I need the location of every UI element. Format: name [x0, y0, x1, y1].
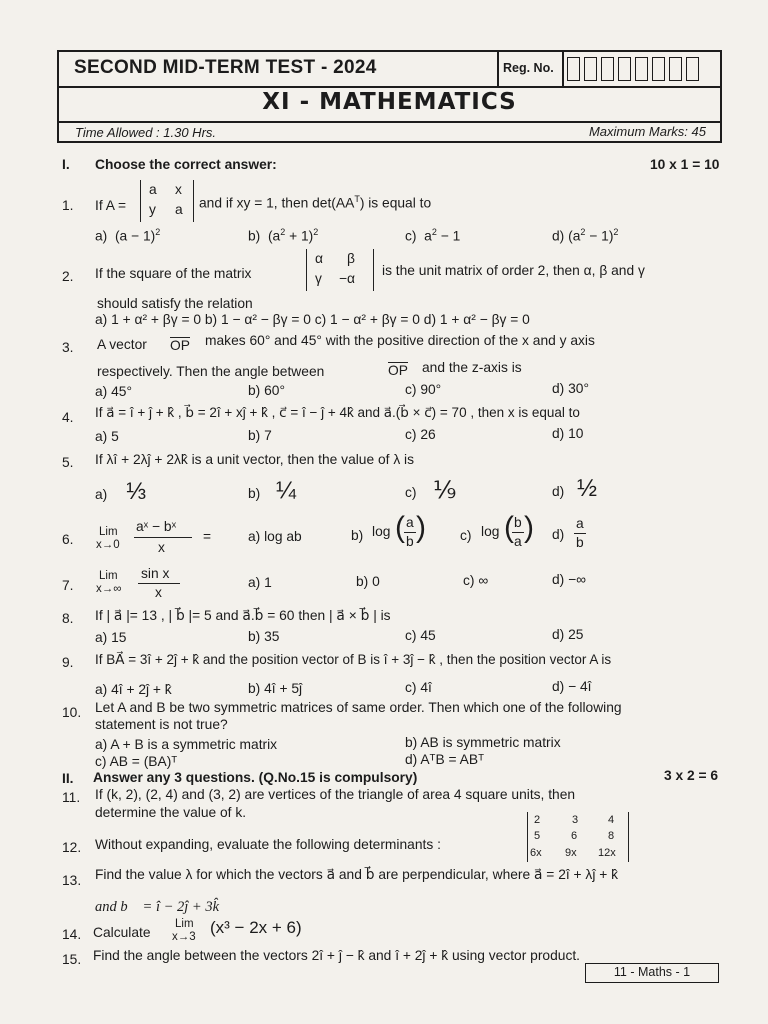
reg-no-box[interactable]: [601, 57, 614, 81]
option: d) −∞: [552, 572, 586, 587]
footer-code: 11 - Maths - 1: [585, 963, 719, 983]
option: a) 5: [95, 429, 119, 444]
fraction-bar: [512, 532, 524, 533]
option: c) 90°: [405, 382, 442, 397]
parenthesis: ): [524, 511, 534, 544]
matrix-entry: α: [315, 251, 323, 266]
determinant: [527, 812, 629, 862]
divider: [497, 52, 499, 86]
question-text: If the square of the matrix: [95, 266, 252, 281]
option: a) 15: [95, 630, 127, 645]
divider: [562, 52, 564, 86]
question-text: Find the angle between the vectors 2î + ĵ − k̂ and î + 2ĵ + k̂ using vector product.: [93, 948, 581, 963]
section-title: Answer any 3 questions. (Q.No.15 is compulsory): [93, 770, 418, 785]
question-text: respectively. Then the angle between: [97, 364, 325, 379]
option: c) $a^2 - 1$: [405, 227, 461, 244]
question-text: should satisfy the relation: [97, 296, 253, 311]
det-entry: 2: [534, 814, 541, 826]
fraction-numerator: b: [514, 515, 522, 530]
option: a) 45°: [95, 384, 132, 399]
det-entry: 5: [534, 830, 541, 842]
question-number: 10.: [62, 705, 82, 720]
fraction-bar: [574, 533, 586, 534]
option-value: ⅑: [433, 477, 457, 504]
fraction-bar: [404, 532, 416, 533]
det-entry: 6: [571, 830, 578, 842]
equals-sign: =: [203, 529, 212, 544]
question-number: 6.: [62, 532, 74, 547]
time-allowed: Time Allowed : 1.30 Hrs.: [75, 125, 217, 140]
question-text: statement is not true?: [95, 717, 228, 732]
fraction-bar: [138, 583, 180, 584]
limit-subscript: x→∞: [96, 583, 122, 595]
option: b): [248, 486, 261, 501]
option: d) 25: [552, 627, 584, 642]
question-number: 4.: [62, 410, 74, 425]
question-number: 2.: [62, 269, 74, 284]
option: d) − 4î: [552, 679, 592, 694]
fraction-denominator: x: [155, 585, 162, 600]
fraction-denominator: b: [406, 534, 414, 549]
matrix-entry: γ: [315, 271, 322, 286]
question-text: If A =: [95, 198, 127, 213]
option-value: ½: [577, 475, 598, 502]
question-number: 5.: [62, 455, 74, 470]
option: d) $(a^2 - 1)^2$: [552, 227, 619, 244]
matrix-entry: x: [175, 182, 182, 197]
test-title: SECOND MID-TERM TEST - 2024: [74, 57, 377, 78]
question-text: makes 60° and 45° with the positive direction of the x and y axis: [205, 333, 595, 348]
section-title: Choose the correct answer:: [95, 157, 277, 172]
question-text: and the z-axis is: [422, 360, 522, 375]
reg-no-box[interactable]: [618, 57, 631, 81]
option: c) AB = (BA)ᵀ: [95, 754, 178, 769]
question-number: 3.: [62, 340, 74, 355]
option: b): [351, 528, 364, 543]
limit-subscript: x→3: [172, 931, 196, 943]
vector-label: OP: [170, 338, 190, 353]
det-entry: 9x: [565, 847, 577, 859]
reg-no-box[interactable]: [635, 57, 648, 81]
options-line: a) 1 + α² + βγ = 0 b) 1 − α² − βγ = 0 c) 1 − α² + βγ = 0 d) 1 + α² − βγ = 0: [95, 312, 530, 327]
option: c): [460, 528, 472, 543]
limit-label: Lim: [175, 918, 194, 930]
option-value: ⅓: [126, 478, 147, 505]
option: a) log ab: [248, 529, 302, 544]
limit-label: Lim: [99, 526, 118, 538]
option: a) 1: [248, 575, 272, 590]
det-entry: 6x: [530, 847, 542, 859]
option: d) 30°: [552, 381, 589, 396]
reg-no-box[interactable]: [567, 57, 580, 81]
option: b) 7: [248, 428, 272, 443]
limit-label: Lim: [99, 570, 118, 582]
question-number: 11.: [62, 790, 81, 805]
subject-row: [59, 86, 720, 123]
option: a) $(a - 1)^2$: [95, 227, 161, 244]
question-number: 7.: [62, 578, 74, 593]
question-text: and if xy = 1, then $\det(AA^T)$ is equal to: [199, 194, 432, 211]
header-frame: [57, 50, 722, 143]
fraction-denominator: b: [576, 535, 584, 550]
reg-no-box[interactable]: [669, 57, 682, 81]
subject-title: XI - MATHEMATICS: [262, 89, 517, 115]
option: a): [95, 487, 108, 502]
option: d) 10: [552, 426, 584, 441]
option: d): [552, 484, 565, 499]
question-text: If BA⃗ = 3î + 2ĵ + k̂ and the position vector of B is î + 3ĵ − k̂ , then the position vector A is: [95, 652, 612, 667]
matrix-entry: a: [149, 182, 157, 197]
question-text: If a⃗ = î + ĵ + k̂ , b⃗ = 2î + xĵ + k̂ , c⃗ = î − ĵ + 4k̂ and a⃗.(b⃗ × c⃗) = 70 , then x is equal to: [95, 405, 580, 420]
question-number: 9.: [62, 655, 74, 670]
section-number: I.: [62, 157, 70, 172]
question-number: 14.: [62, 927, 82, 942]
reg-no-label: Reg. No.: [503, 61, 554, 75]
section-marks: 10 x 1 = 10: [650, 157, 720, 172]
det-entry: 12x: [598, 847, 616, 859]
parenthesis: ): [416, 511, 426, 544]
question-number: 15.: [62, 952, 82, 967]
option-value: log: [481, 524, 500, 539]
fraction-denominator: a: [514, 534, 522, 549]
option: c) 26: [405, 427, 436, 442]
det-entry: 3: [572, 814, 579, 826]
option: b) 0: [356, 574, 380, 589]
option: d) AᵀB = ABᵀ: [405, 752, 485, 767]
fraction-numerator: sin x: [141, 566, 170, 581]
vector-label: OP: [388, 363, 408, 378]
question-text: Without expanding, evaluate the following determinants :: [95, 837, 441, 852]
section-number: II.: [62, 771, 74, 786]
max-marks: Maximum Marks: 45: [588, 124, 706, 139]
option: b) 4î + 5ĵ: [248, 681, 303, 696]
question-text: If | a⃗ |= 13 , | b⃗ |= 5 and a⃗.b⃗ = 60 then | a⃗ × b⃗ | is: [95, 608, 391, 623]
question-text: Let A and B be two symmetric matrices of same order. Then which one of the following: [95, 700, 622, 715]
question-text: If λî + 2λĵ + 2λk̂ is a unit vector, then the value of λ is: [95, 452, 415, 467]
parenthesis: (: [504, 511, 514, 544]
reg-no-box[interactable]: [652, 57, 665, 81]
option: a) A + B is a symmetric matrix: [95, 737, 278, 752]
option: b) AB is symmetric matrix: [405, 735, 561, 750]
question-number: 12.: [62, 840, 82, 855]
reg-no-box[interactable]: [584, 57, 597, 81]
fraction-denominator: x: [158, 540, 165, 555]
matrix: [140, 180, 194, 222]
question-text: and b⃗ = î − 2ĵ + 3k̂: [95, 899, 220, 915]
matrix: [306, 249, 374, 291]
header-title-row: [59, 52, 720, 88]
question-number: 1.: [62, 198, 74, 213]
limit-subscript: x→0: [96, 539, 120, 551]
option: c) ∞: [463, 573, 489, 588]
parenthesis: (: [395, 511, 405, 544]
question-number: 8.: [62, 611, 74, 626]
option: b) 35: [248, 629, 280, 644]
question-text: Find the value λ for which the vectors a⃗ and b⃗ are perpendicular, where a⃗ = 2î + λĵ + k̂: [95, 867, 619, 882]
option-value: log: [372, 524, 391, 539]
option: d): [552, 527, 565, 542]
question-text: A vector: [97, 337, 147, 352]
option: b) 60°: [248, 383, 285, 398]
fraction-numerator: aˣ − bˣ: [136, 519, 177, 534]
option: b) $(a^2 + 1)^2$: [248, 227, 319, 244]
section-marks: 3 x 2 = 6: [664, 768, 719, 783]
question-text: Calculate: [93, 925, 151, 940]
question-text: determine the value of k.: [95, 805, 247, 820]
matrix-entry: β: [347, 251, 355, 266]
option: c) 45: [405, 628, 436, 643]
fraction-numerator: a: [406, 515, 414, 530]
fraction-bar: [134, 537, 192, 538]
det-entry: 4: [608, 814, 615, 826]
det-entry: 8: [608, 830, 615, 842]
option: c): [405, 485, 417, 500]
option: c) 4î: [405, 680, 432, 695]
matrix-entry: −α: [339, 271, 356, 286]
matrix-entry: a: [175, 202, 183, 217]
option-value: ¼: [276, 477, 297, 504]
fraction-numerator: a: [576, 516, 584, 531]
question-number: 13.: [62, 873, 82, 888]
question-text: If (k, 2), (2, 4) and (3, 2) are vertices of the triangle of area 4 square units, then: [95, 787, 576, 802]
limit-expression: (x³ − 2x + 6): [210, 918, 302, 937]
option: a) 4î + 2ĵ + k̂: [95, 682, 172, 697]
matrix-entry: y: [149, 202, 156, 217]
question-text: is the unit matrix of order 2, then α, β and γ: [382, 263, 645, 278]
reg-no-box[interactable]: [686, 57, 699, 81]
